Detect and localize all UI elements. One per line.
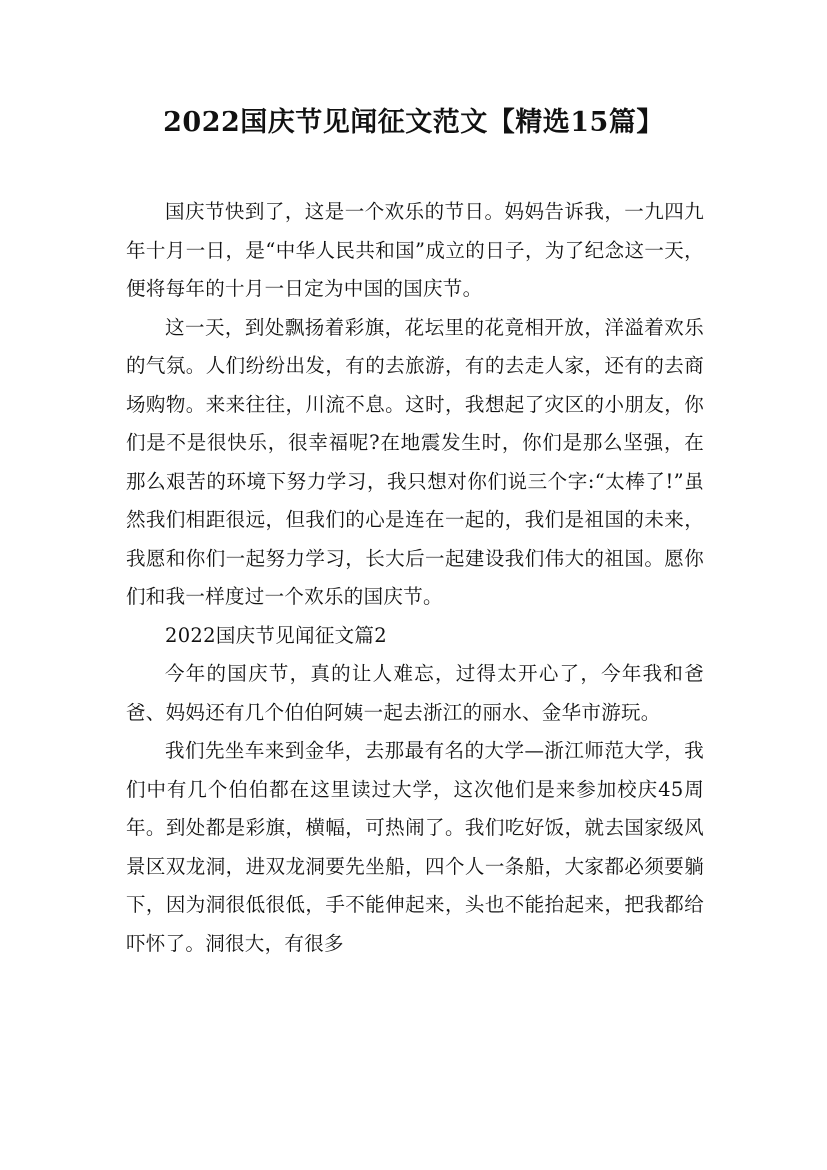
paragraph-2: 这一天，到处飘扬着彩旗，花坛里的花竟相开放，洋溢着欢乐的气氛。人们纷纷出发，有的去旅游，有的去走人家，还有的去商场购物。来来往往，川流不息。这时，我想起了灾区的小朋友，你们是不是很快乐，很幸福呢?在地震发生时，你们是那么坚强，在那么艰苦的环境下努力学习，我只想对你们说三个字:“太棒了!”虽然我们相距很远，但我们的心是连在一起的，我们是祖国的未来，我愿和你们一起努力学习，长大后一起建设我们伟大的祖国。愿你们和我一样度过一个欢乐的国庆节。: [126, 315, 704, 608]
paragraph-1: 国庆节快到了，这是一个欢乐的节日。妈妈告诉我，一九四九年十月一日，是“中华人民共和国”成立的日子，为了纪念这一天，便将每年的十月一日定为中国的国庆节。: [126, 200, 704, 300]
section-heading: 2022国庆节见闻征文篇2: [165, 623, 387, 647]
document-title: 2022国庆节见闻征文范文【精选15篇】: [163, 107, 664, 138]
document-body: [126, 193, 704, 963]
paragraph-4: 我们先坐车来到金华，去那最有名的大学—浙江师范大学，我们中有几个伯伯都在这里读过大学，这次他们是来参加校庆45周年。到处都是彩旗，横幅，可热闹了。我们吃好饭，就去国家级风景区双龙洞，进双龙洞要先坐船，四个人一条船，大家都必须要躺下，因为洞很低很低，手不能伸起来，头也不能抬起来，把我都给吓怀了。洞很大，有很多: [126, 739, 704, 955]
paragraph-3: 今年的国庆节，真的让人难忘，过得太开心了，今年我和爸爸、妈妈还有几个伯伯阿姨一起去浙江的丽水、金华市游玩。: [126, 662, 704, 724]
